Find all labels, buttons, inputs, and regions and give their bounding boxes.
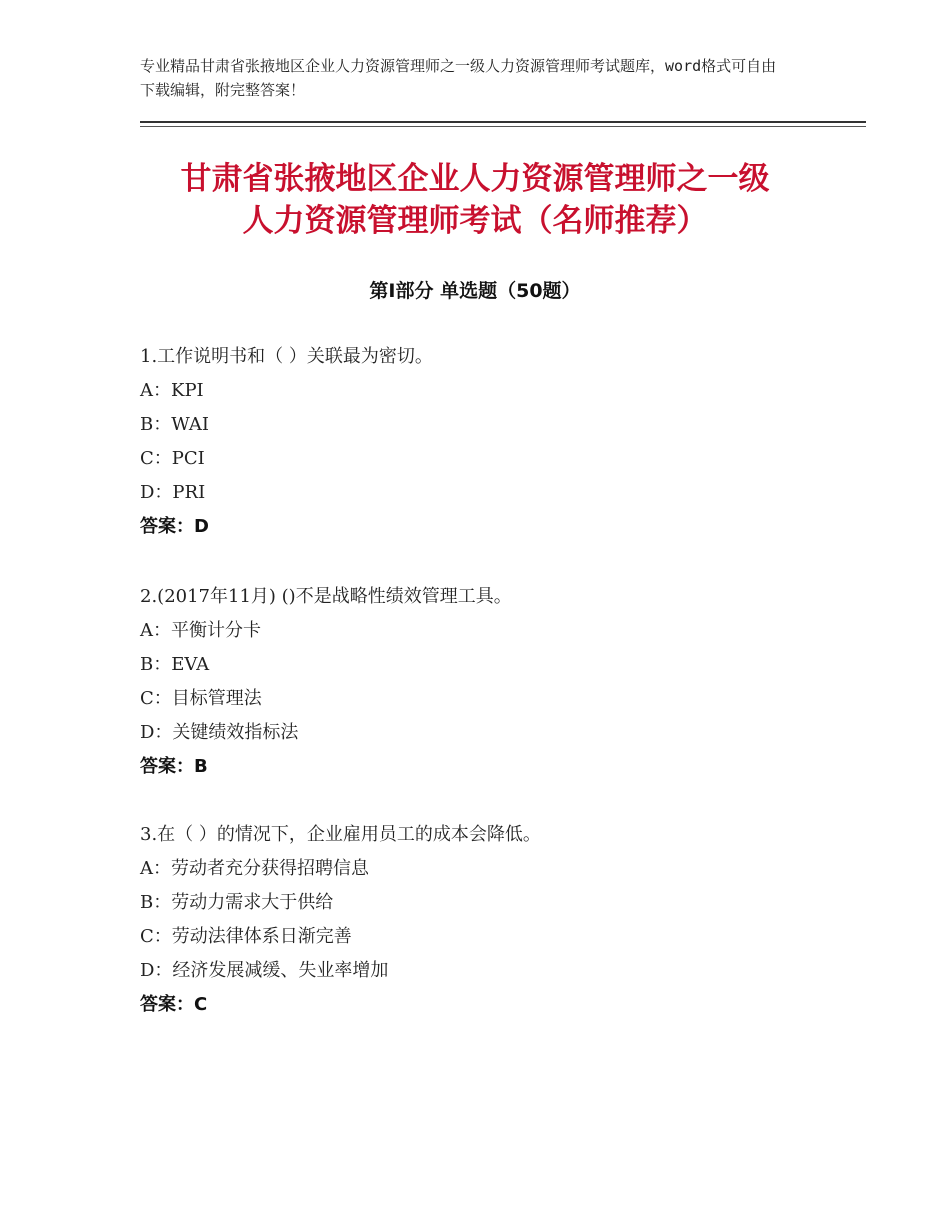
question-stem: 1.工作说明书和（ ）关联最为密切。 — [140, 346, 433, 367]
option-c: C：目标管理法 — [140, 688, 262, 709]
header-note: 专业精品甘肃省张掖地区企业人力资源管理师之一级人力资源管理师考试题库，word格式可自由下载编辑，附完整答案！ — [140, 57, 777, 99]
header-divider-thin — [140, 126, 866, 127]
question-block — [140, 580, 900, 784]
option-d: D：经济发展减缓、失业率增加 — [140, 960, 389, 981]
option-d: D：PRI — [140, 482, 206, 503]
header-divider-thick — [140, 121, 866, 123]
question-stem: 2.(2017年11月) ()不是战略性绩效管理工具。 — [140, 586, 512, 607]
answer: 答案：C — [140, 994, 208, 1015]
option-a: A：平衡计分卡 — [140, 620, 261, 641]
question-block — [140, 340, 900, 544]
option-b: B：劳动力需求大于供给 — [140, 892, 334, 913]
answer: 答案：B — [140, 756, 208, 777]
option-d: D：关键绩效指标法 — [140, 722, 299, 743]
document-title — [70, 158, 880, 242]
section-heading: 第Ⅰ部分 单选题（50题） — [369, 280, 581, 302]
question-stem: 3.在（ ）的情况下，企业雇用员工的成本会降低。 — [140, 824, 541, 845]
option-c: C：PCI — [140, 448, 205, 469]
option-a: A：KPI — [140, 380, 204, 401]
option-b: B：WAI — [140, 414, 209, 435]
answer: 答案：D — [140, 516, 209, 537]
title-line-1: 甘肃省张掖地区企业人力资源管理师之一级 — [180, 161, 770, 197]
option-b: B：EVA — [140, 654, 210, 675]
title-line-2: 人力资源管理师考试（名师推荐） — [242, 203, 708, 239]
option-a: A：劳动者充分获得招聘信息 — [140, 858, 369, 879]
question-block — [140, 818, 900, 1022]
option-c: C：劳动法律体系日渐完善 — [140, 926, 352, 947]
